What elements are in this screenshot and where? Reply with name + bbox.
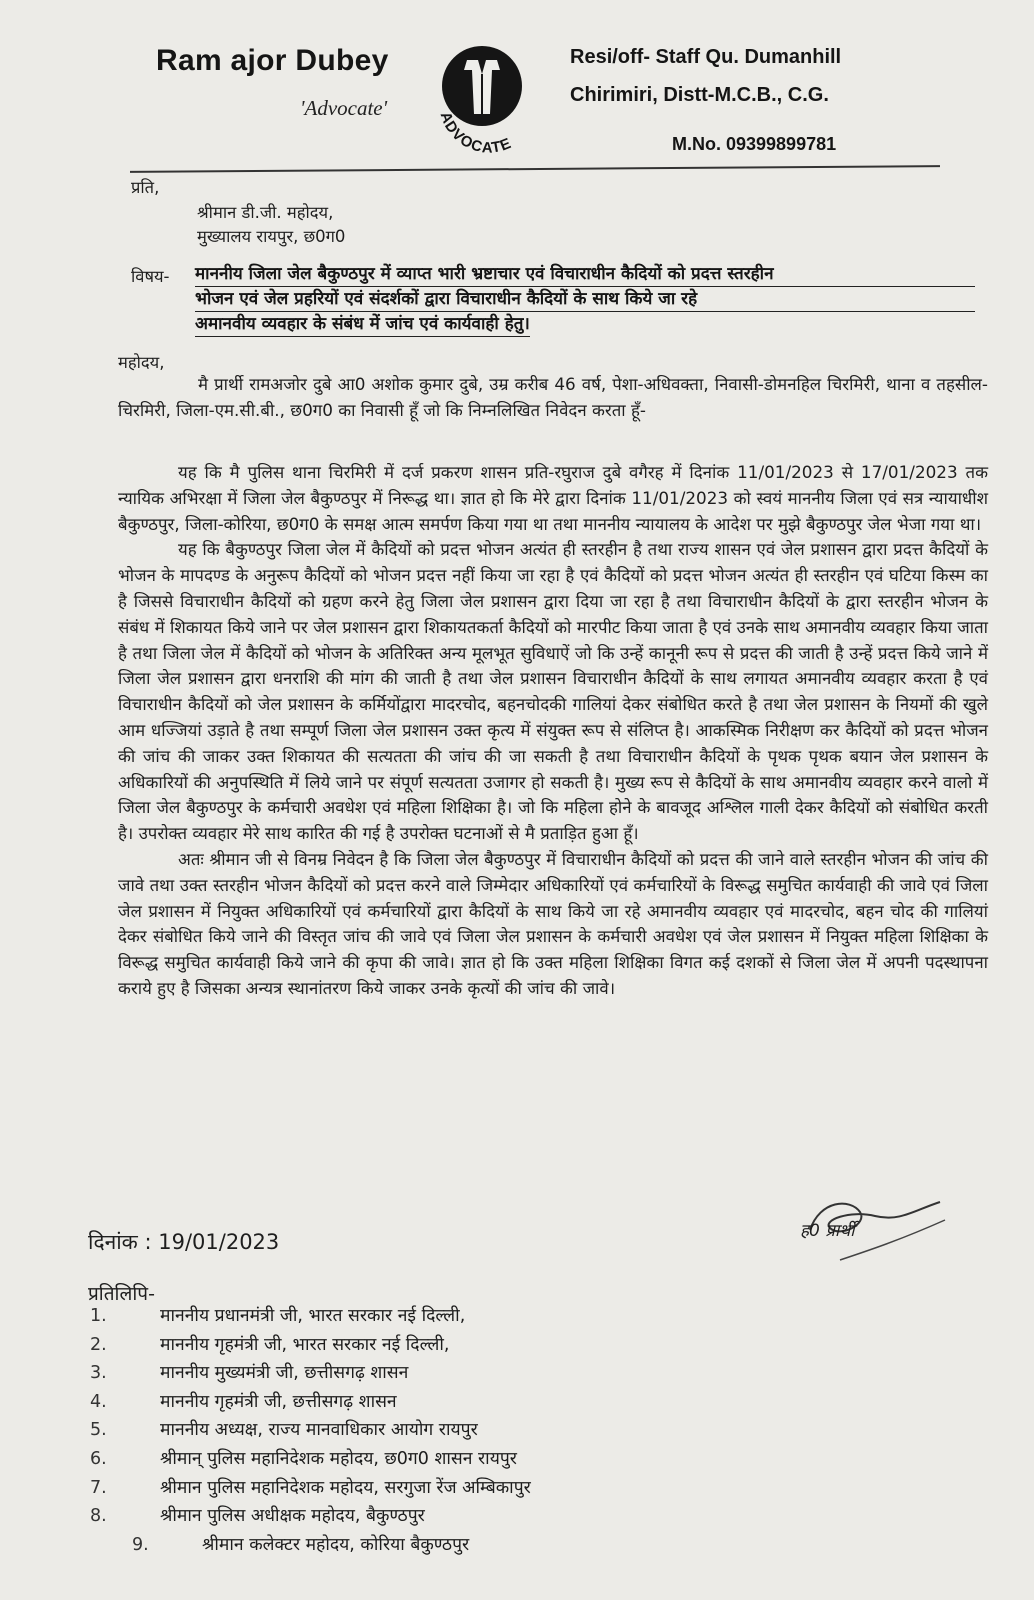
address-line-2: Chirimiri, Distt-M.C.B., C.G. (570, 84, 829, 106)
subject-label: विषय- (131, 267, 170, 286)
list-item: 9. श्रीमान कलेक्टर महोदय, कोरिया बैकुण्ठपुर (132, 1534, 470, 1555)
advocate-logo-icon (430, 40, 550, 160)
advocate-title: 'Advocate' (300, 96, 388, 120)
paragraph-2: यह कि बैकुण्ठपुर जिला जेल में कैदियों को प्रदत्त भोजन अत्यंत ही स्तरहीन है तथा राज्य शासन एवं जेल प्रशासन द्वारा प्रदत्त कैदियों के भोजन के मापदण्ड के अनुरूप कैदियों को भोजन प्रदत्त नहीं किया जा रहा है एवं कैदियों को प्रदत्त भोजन अत्यंत ही स्तरहीन एवं घटिया किस्म का है जिससे विचाराधीन कैदियों को ग्रहण करने हेतु जिला जेल प्रशासन द्वारा दिया जा रहा है तथा विचाराधीन कैदियों के द्वारा स्तरहीन भोजन के संबंध में शिकायत किये जाने पर जेल प्रशासन द्वारा शिकायतकर्ता कैदियों को मारपीट किया जाता है एवं उनके साथ अमानवीय व्यवहार किया जाता है तथा जिला जेल में कैदियों को भोजन के अतिरिक्त अन्य मूलभूत सुविधाऐं जो कि उन्हें कानूनी रूप से प्रदत्त की जाती है उन्हें प्रदत्त किये जाने में जिला जेल प्रशासन द्वारा धनराशि की मांग की जाती है तथा जेल प्रशासन विचाराधीन कैदियों के साथ लगायत अमानवीय व्यवहार करता है एवं विचाराधीन कैदियों को जेल प्रशासन के कर्मियोंद्वारा मादरचोद, बहनचोदकी गालियां देकर संबोधित करते है तथा जेल प्रशासन के नियमों की खुले आम धज्जियां उड़ाते है तथा सम्पूर्ण जिला जेल प्रशासन उक्त कृत्य में संयुक्त रूप से संलिप्त है। आकस्मिक निरीक्षण कर कैदियों को प्रदत्त भोजन की जांच की जाकर उक्त शिकायत की सत्यतता की जांच की जा सकती है तथा विचाराधीन कैदियों के पृथक पृथक बयान जेल प्रशासन के अधिकारियों की अनुपस्थिति में लिये जाने पर संपूर्ण सत्यतता उजागर हो सकती है। मुख्य रूप से कैदियों के साथ अमानवीय व्यवहार करने वालो में जिला जेल बैकुण्ठपुर के कर्मचारी अवधेश एवं महिला शिक्षिका है। जो कि महिला होने के बावजूद अश्लिल गाली देकर कैदियों को संबोधित करती है। उपरोक्त व्यवहार मेरे साथ कारित की गई है उपरोक्त घटनाओं से मै प्रताड़ित हुआ हूँ। (118, 539, 988, 844)
list-item: 7. श्रीमान पुलिस महानिदेशक महोदय, सरगुजा रेंज अम्बिकापुर (90, 1477, 531, 1498)
mobile-number: M.No. 09399899781 (672, 134, 837, 154)
signature-label: ह0 प्रार्थी (800, 1221, 855, 1241)
subject-text (195, 262, 975, 337)
letterhead-divider (130, 165, 940, 173)
list-item: 4. माननीय गृहमंत्री जी, छत्तीसगढ़ शासन (90, 1391, 397, 1412)
list-item: 6. श्रीमान् पुलिस महानिदेशक महोदय, छ0ग0 शासन रायपुर (90, 1448, 517, 1469)
advocate-name: Ram ajor Dubey (156, 44, 389, 77)
address-line-1: Resi/off- Staff Qu. Dumanhill (570, 46, 842, 68)
subject-line-1: माननीय जिला जेल बैकुण्ठपुर में व्याप्त भारी भ्रष्टाचार एवं विचाराधीन कैदियों को प्रदत्त स्तरहीन (195, 262, 975, 287)
list-item: 8. श्रीमान पुलिस अधीक्षक महोदय, बैकुण्ठपुर (90, 1506, 425, 1527)
logo-text: ADVOCATE (436, 109, 515, 157)
list-item: 3. माननीय मुख्यमंत्री जी, छत्तीसगढ़ शासन (90, 1363, 409, 1384)
paragraph-3: अतः श्रीमान जी से विनम्र निवेदन है कि जिला जेल बैकुण्ठपुर में विचाराधीन कैदियों को प्रदत्त की जाने वाले स्तरहीन भोजन की जांच की जावे तथा उक्त स्तरहीन भोजन कैदियों को प्रदत्त करने वाले जिम्मेदार अधिकारियों एवं कर्मचारियों के विरूद्ध समुचित कार्यवाही की जावे एवं जिला जेल प्रशासन में नियुक्त अधिकारियों एवं कर्मचारियों द्वारा कैदियों के साथ किये जा रहे अमानवीय व्यवहार एवं मादरचोद, बहन चोद की गालियां देकर संबोधित किये जाने की विस्तृत जांच की जावे एवं जिला जेल प्रशासन के कर्मचारी अवधेश एवं जेल प्रशासन में नियुक्त महिला शिक्षिका के विरूद्ध समुचित कार्यवाही किये जाने की कृपा की जावे। ज्ञात हो कि उक्त महिला शिक्षिका विगत कई दशकों से जिला जेल में अपनी पदस्थापना कराये हुए है जिसका अन्यत्र स्थानांतरण किये जाकर उनके कृत्यों की जांच की जावे। (118, 848, 988, 998)
subject-line-3: अमानवीय व्यवहार के संबंध में जांच एवं कार्यवाही हेतु। (195, 312, 530, 337)
copy-to-heading: प्रतिलिपि- (88, 1283, 155, 1305)
letter-date: दिनांक : 19/01/2023 (88, 1230, 280, 1254)
paragraph-1: यह कि मै पुलिस थाना चिरमिरी में दर्ज प्रकरण शासन प्रति-रघुराज दुबे वगैरह में दिनांक 11/01/2023 से 17/01/2023 तक न्यायिक अभिरक्षा में जिला जेल बैकुण्ठपुर में निरूद्ध था। ज्ञात हो कि मेरे द्वारा दिनांक 11/01/2023 को स्वयं माननीय जिला एवं सत्र न्यायाधीश बैकुण्ठपुर, जिला-कोरिया, छ0ग0 के समक्ष आत्म समर्पण किया गया था तथा माननीय न्यायालय के आदेश पर मुझे बैकुण्ठपुर जेल भेजा गया था। (118, 462, 988, 534)
recipient-line-2: मुख्यालय रायपुर, छ0ग0 (197, 227, 346, 246)
copy-to-list (90, 1302, 531, 1559)
list-item: 1. माननीय प्रधानमंत्री जी, भारत सरकार नई दिल्ली, (90, 1306, 466, 1326)
prati-label: प्रति, (131, 178, 160, 197)
list-item: 5. माननीय अध्यक्ष, राज्य मानवाधिकार आयोग रायपुर (90, 1420, 478, 1441)
subject-line-2: भोजन एवं जेल प्रहरियों एवं संदर्शकों द्वारा विचाराधीन कैदियों के साथ किये जा रहे (195, 287, 975, 312)
intro-text: मै प्रार्थी रामअजोर दुबे आ0 अशोक कुमार दुबे, उम्र करीब 46 वर्ष, पेशा-अधिवक्ता, निवासी-डोमनहिल चिरमिरी, थाना व तहसील-चिरमिरी, जिला-एम.सी.बी., छ0ग0 का निवासी हूँ जो कि निम्नलिखित निवेदन करता हूँ- (118, 374, 988, 420)
salutation: महोदय, (118, 353, 165, 372)
letter-body (118, 460, 988, 1002)
list-item: 2. माननीय गृहमंत्री जी, भारत सरकार नई दिल्ली, (90, 1334, 450, 1355)
intro-paragraph (118, 372, 988, 424)
recipient-line-1: श्रीमान डी.जी. महोदय, (197, 203, 334, 222)
